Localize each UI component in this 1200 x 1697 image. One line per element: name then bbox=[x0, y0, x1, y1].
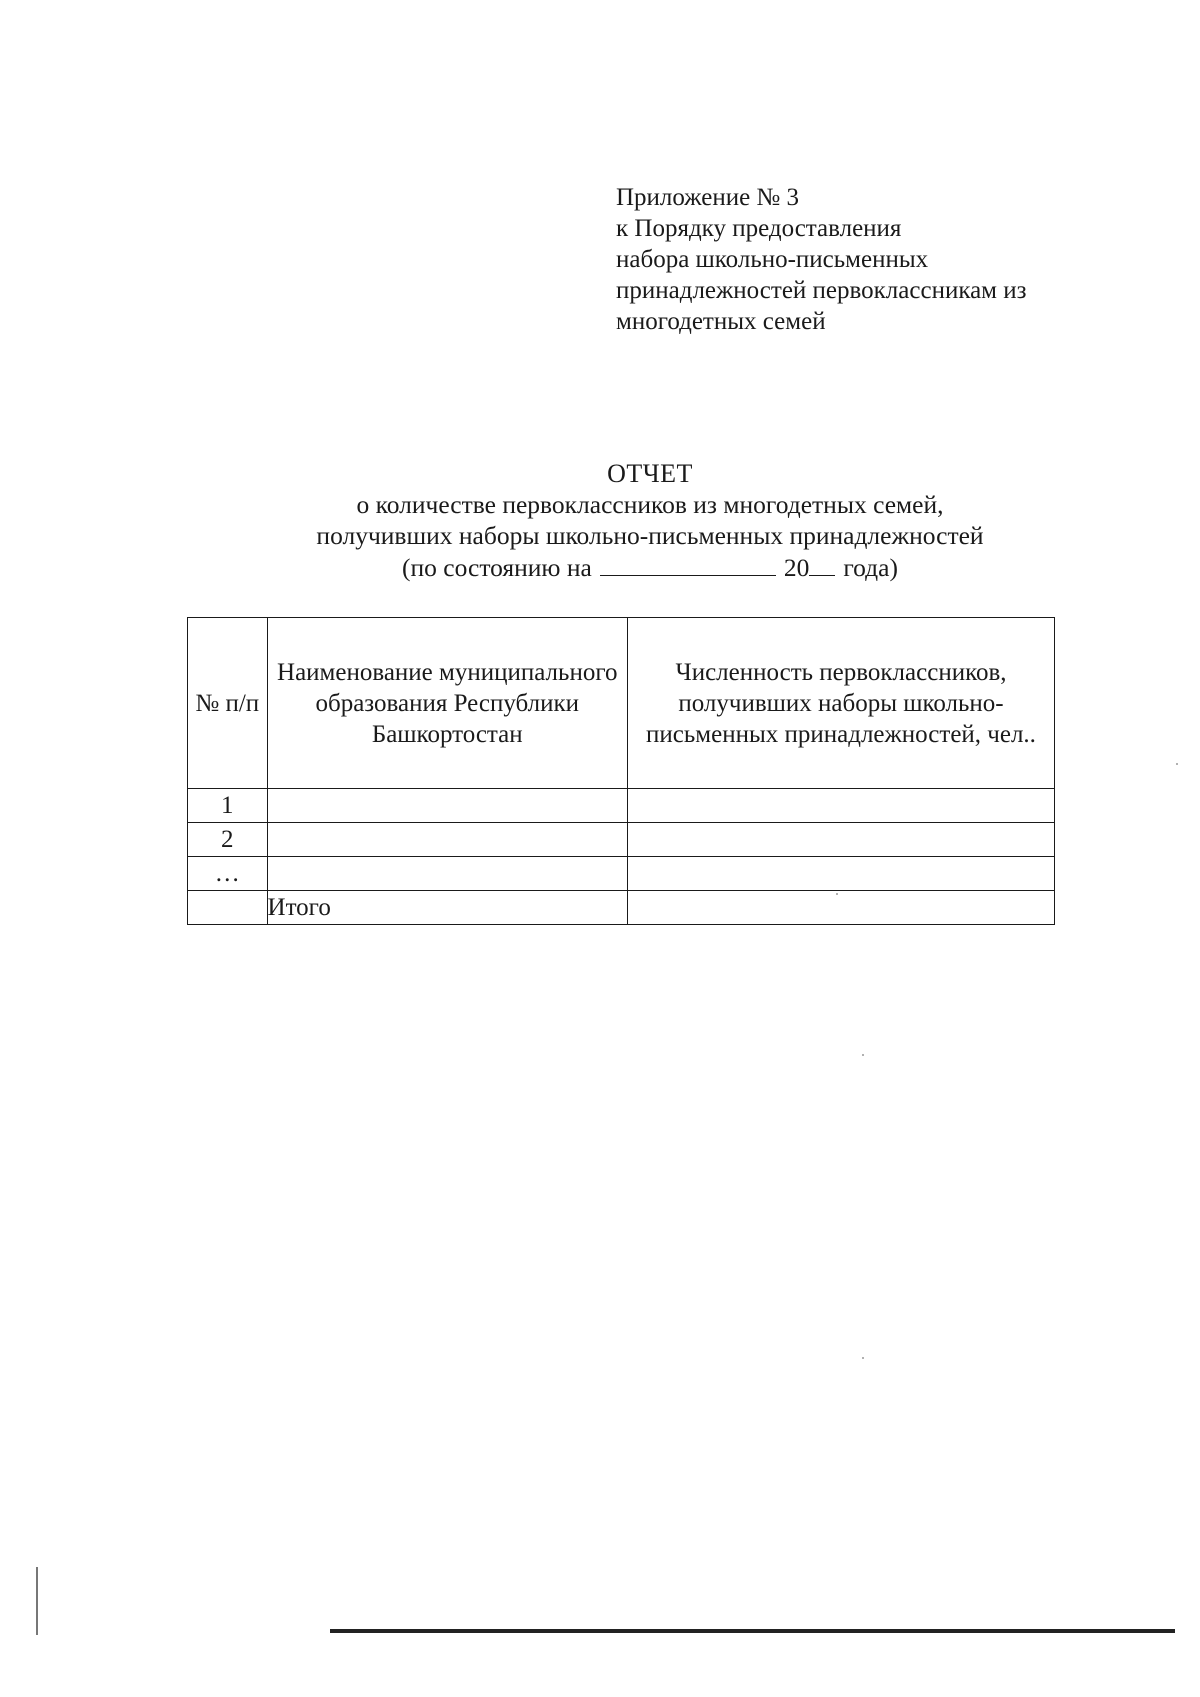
appendix-line: к Порядку предоставления bbox=[616, 215, 902, 242]
report-title: ОТЧЕТ bbox=[607, 459, 693, 488]
table-total-row bbox=[188, 891, 1055, 925]
total-number-cell bbox=[188, 891, 268, 925]
row-number: 1 bbox=[188, 789, 268, 823]
report-heading bbox=[160, 458, 1140, 583]
appendix-note bbox=[616, 182, 1136, 337]
scan-speck bbox=[836, 893, 838, 895]
row-count bbox=[627, 789, 1054, 823]
scan-edge-line bbox=[330, 1629, 1175, 1633]
header-number: № п/п bbox=[188, 618, 268, 789]
scan-margin-mark bbox=[36, 1567, 38, 1635]
report-date-line bbox=[160, 551, 1140, 583]
row-municipality bbox=[267, 857, 627, 891]
scan-speck bbox=[862, 1357, 864, 1359]
date-blank bbox=[600, 551, 776, 576]
scan-speck bbox=[862, 1054, 864, 1056]
scan-speck bbox=[1176, 763, 1178, 765]
report-table bbox=[187, 617, 1055, 925]
row-number: … bbox=[188, 857, 268, 891]
table-header-row bbox=[188, 618, 1055, 789]
report-subtitle-line: о количестве первоклассников из многодетных семей, bbox=[356, 490, 944, 519]
row-count bbox=[627, 823, 1054, 857]
table-row bbox=[188, 857, 1055, 891]
appendix-line: принадлежностей первоклассникам из bbox=[616, 277, 1027, 304]
total-count-cell bbox=[627, 891, 1054, 925]
total-label: Итого bbox=[267, 891, 627, 925]
table-row bbox=[188, 789, 1055, 823]
header-municipality: Наименование муниципального образования Республики Башкортостан bbox=[267, 618, 627, 789]
header-count: Численность первоклассников, получивших наборы школьно-письменных принадлежностей, чел.. bbox=[627, 618, 1054, 789]
appendix-line: Приложение № 3 bbox=[616, 184, 800, 211]
year-blank bbox=[809, 551, 835, 576]
table-row bbox=[188, 823, 1055, 857]
date-prefix: (по состоянию на bbox=[402, 553, 592, 582]
row-municipality bbox=[267, 823, 627, 857]
appendix-line: многодетных семей bbox=[616, 308, 826, 335]
date-year-prefix: 20 bbox=[783, 553, 810, 582]
report-subtitle-line: получивших наборы школьно-письменных принадлежностей bbox=[316, 521, 984, 550]
date-suffix: года) bbox=[843, 553, 898, 582]
row-number: 2 bbox=[188, 823, 268, 857]
appendix-line: набора школьно-письменных bbox=[616, 246, 929, 273]
row-municipality bbox=[267, 789, 627, 823]
row-count bbox=[627, 857, 1054, 891]
